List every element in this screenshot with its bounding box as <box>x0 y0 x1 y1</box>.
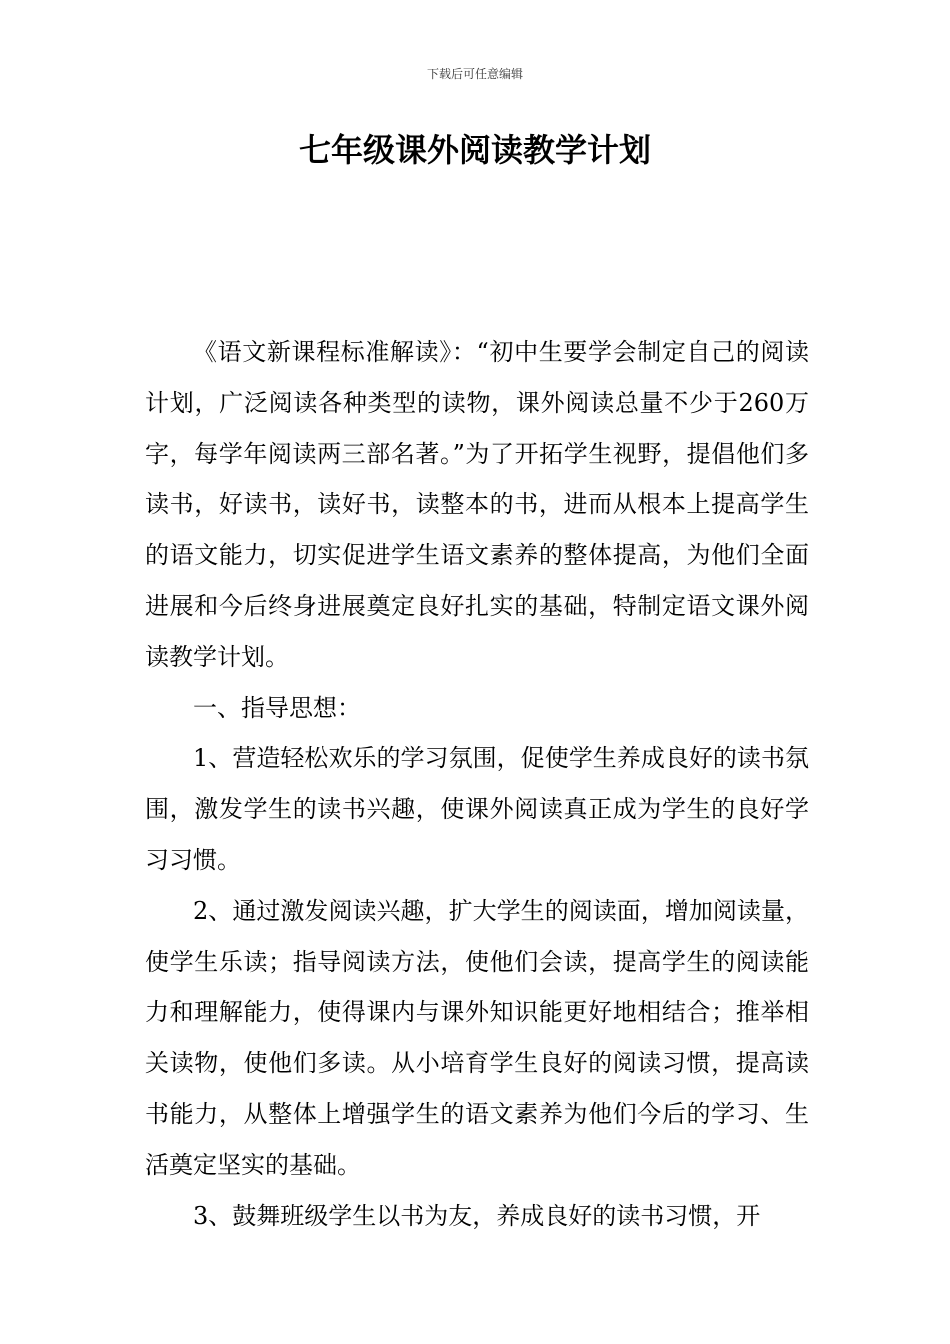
document-body <box>145 327 809 1241</box>
document-title: 七年级课外阅读教学计划 <box>298 131 651 169</box>
list-item-3: 3、鼓舞班级学生以书为友，养成良好的读书习惯，开 <box>193 1201 761 1230</box>
intro-paragraph: 《语文新课程标准解读》：“初中生要学会制定自己的阅读计划，广泛阅读各种类型的读物，课外阅读总量不少于260万字，每学年阅读两三部名著。”为了开拓学生视野，提倡他们多读书，好读书，读好书，读整本的书，进而从根本上提高学生的语文能力，切实促进学生语文素养的整体提高，为他们全面进展和今后终身进展奠定良好扎实的基础，特制定语文课外阅读教学计划。 <box>145 338 809 671</box>
list-item-2: 2、通过激发阅读兴趣，扩大学生的阅读面，增加阅读量，使学生乐读；指导阅读方法，使他们会读，提高学生的阅读能力和理解能力，使得课内与课外知识能更好地相结合；推举相关读物，使他们多读。从小培育学生良好的阅读习惯，提高读书能力，从整体上增强学生的语文素养为他们今后的学习、生活奠定坚实的基础。 <box>145 896 809 1179</box>
header-note: 下载后可任意编辑 <box>426 67 523 81</box>
list-item-1: 1、营造轻松欢乐的学习氛围，促使学生养成良好的读书氛围，激发学生的读书兴趣，使课外阅读真正成为学生的良好学习习惯。 <box>145 744 809 874</box>
section-heading-guiding-ideology: 一、指导思想： <box>193 693 361 722</box>
